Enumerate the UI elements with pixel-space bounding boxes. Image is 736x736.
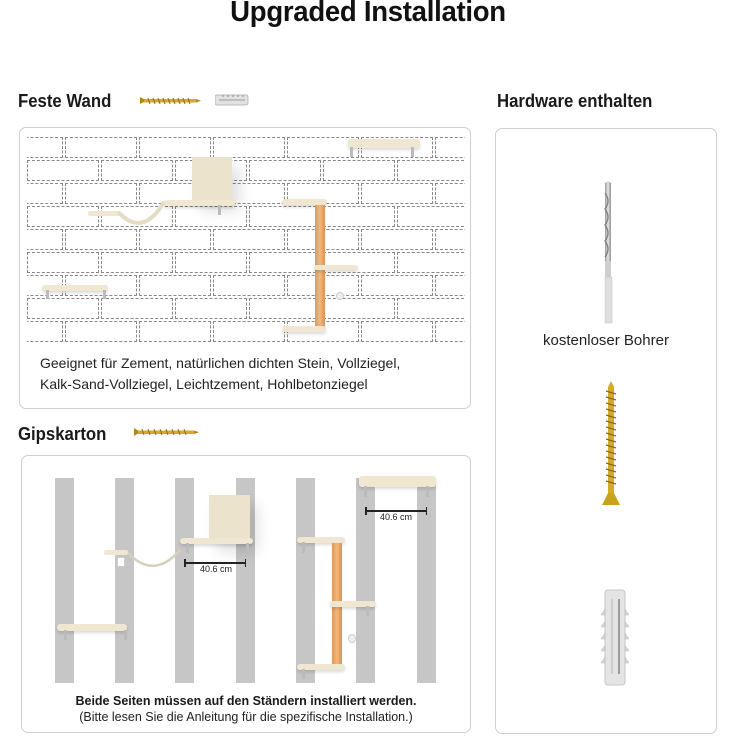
cat-condo-cube bbox=[192, 157, 232, 201]
cat-shelf bbox=[359, 476, 436, 487]
cat-shelf bbox=[348, 139, 420, 148]
wall-stud bbox=[55, 478, 74, 683]
cat-condo-cube bbox=[209, 495, 250, 542]
shelf-bracket bbox=[426, 486, 429, 497]
cat-shelf bbox=[42, 285, 108, 291]
shelf-bracket bbox=[302, 542, 305, 553]
caption-line: Kalk-Sand-Vollziegel, Leichtzement, Hohlbetonziegel bbox=[40, 376, 368, 392]
shelf-bracket bbox=[411, 147, 414, 157]
screw-icon bbox=[601, 381, 621, 508]
drywall-caption-bold: Beide Seiten müssen auf den Ständern installiert werden. bbox=[75, 694, 417, 708]
shelf-bracket bbox=[218, 205, 221, 215]
brick-wall-illustration bbox=[27, 137, 465, 345]
solid-wall-caption bbox=[40, 353, 460, 395]
cat-shelf bbox=[180, 538, 253, 544]
shelf-bracket bbox=[46, 290, 49, 299]
shelf-bracket bbox=[350, 147, 353, 157]
wall-stud bbox=[296, 478, 315, 683]
drywall-label: Gipskarton bbox=[18, 424, 107, 444]
cat-bridge bbox=[104, 550, 184, 570]
page-title: Upgraded Installation bbox=[230, 0, 506, 28]
cat-shelf bbox=[314, 265, 358, 270]
dimension-label: 40.6 cm bbox=[200, 564, 233, 574]
screw-icon bbox=[140, 96, 202, 106]
screw-icon bbox=[134, 428, 200, 437]
toy-ball bbox=[336, 292, 344, 300]
shelf-bracket bbox=[246, 543, 249, 553]
cat-shelf bbox=[163, 200, 235, 206]
shelf-bracket bbox=[302, 669, 305, 679]
toy-ball bbox=[348, 634, 356, 643]
wall-plug-icon bbox=[601, 589, 629, 687]
cat-bridge bbox=[88, 198, 168, 228]
wall-stud bbox=[115, 478, 134, 683]
wall-mount bbox=[117, 557, 125, 567]
dimension-label: 40.6 cm bbox=[380, 512, 413, 522]
drill-bit-caption: kostenloser Bohrer bbox=[543, 332, 669, 349]
caption-line: Geeignet für Zement, natürlichen dichten Stein, Vollziegel, bbox=[40, 355, 401, 371]
shelf-bracket bbox=[186, 543, 189, 553]
cat-shelf bbox=[330, 601, 376, 607]
hardware-label: Hardware enthalten bbox=[497, 91, 653, 111]
shelf-bracket bbox=[366, 606, 369, 616]
shelf-bracket bbox=[124, 630, 127, 640]
drywall-caption-note: (Bitte lesen Sie die Anleitung für die spezifische Installation.) bbox=[79, 710, 413, 724]
cat-shelf bbox=[57, 624, 127, 631]
cat-shelf bbox=[282, 326, 326, 332]
wall-stud bbox=[175, 478, 194, 683]
shelf-bracket bbox=[364, 486, 367, 497]
wall-plug-icon bbox=[215, 94, 249, 106]
drill-bit-icon bbox=[600, 181, 616, 324]
shelf-bracket bbox=[103, 290, 106, 299]
solid-wall-label: Feste Wand bbox=[18, 91, 112, 111]
shelf-bracket bbox=[64, 630, 67, 640]
